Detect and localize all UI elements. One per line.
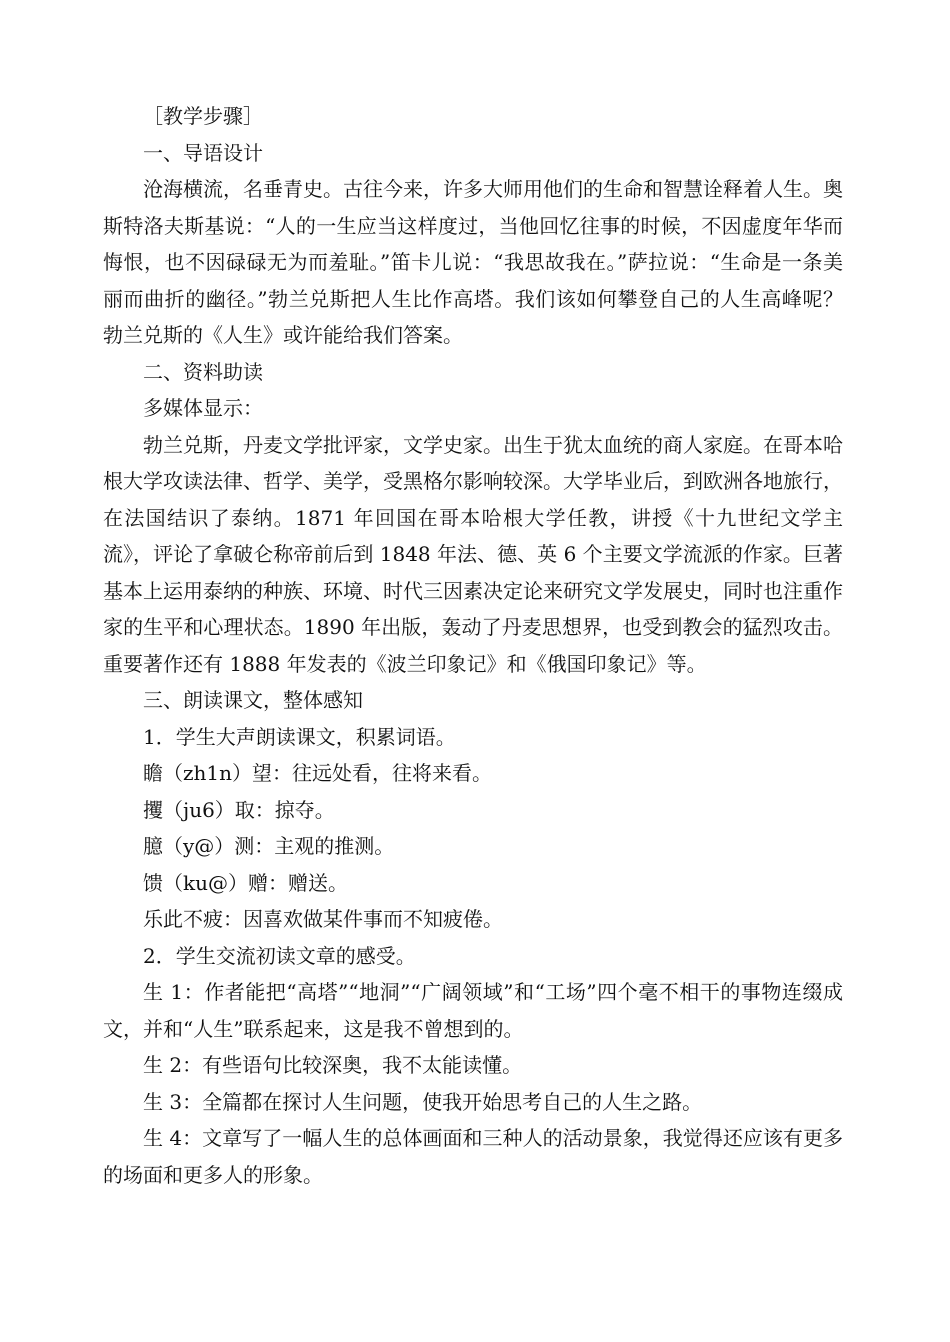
section-heading-materials: 二、资料助读 [143, 359, 263, 384]
student-response: 生 4：文章写了一幅人生的总体画面和三种人的活动景象，我觉得还应该有更多的场面和更多人的形象。 [103, 1126, 843, 1187]
multimedia-label: 多媒体显示： [143, 396, 263, 420]
step-2-heading: 2．学生交流初读文章的感受。 [143, 943, 416, 968]
step-1-heading: 1．学生大声朗读课文，积累词语。 [143, 724, 456, 749]
author-bio-paragraph: 勃兰兑斯，丹麦文学批评家，文学史家。出生于犹太血统的商人家庭。在哥本哈根大学攻读法律、哲学、美学，受黑格尔影响较深。大学毕业后，到欧洲各地旅行，在法国结识了泰纳。1871 年回国在哥本哈根大学任教，讲授《十九世纪文学主流》，评论了拿破仑称帝前后到 1848 年法、德、英 6 个主要文学流派的作家。巨著基本上运用泰纳的种族、环境、时代三因素决定论来研究文学发展史，同时也注重作家的生平和心理状态。1890 年出版，轰动了丹麦思想界，也受到教会的猛烈攻击。重要著作还有 1888 年发表的《波兰印象记》和《俄国印象记》等。 [103, 432, 843, 676]
vocab-item: 馈（ku@）赠：赠送。 [143, 870, 348, 895]
section-label-teaching-steps: ［教学步骤］ [143, 104, 263, 128]
vocab-item: 攫（ju6）取：掠夺。 [143, 797, 335, 822]
section-heading-intro: 一、导语设计 [143, 140, 263, 165]
vocab-item: 乐此不疲：因喜欢做某件事而不知疲倦。 [143, 907, 503, 931]
section-heading-reading: 三、朗读课文，整体感知 [143, 688, 363, 712]
student-response: 生 2：有些语句比较深奥，我不太能读懂。 [143, 1053, 523, 1077]
intro-paragraph: 沧海横流，名垂青史。古往今来，许多大师用他们的生命和智慧诠释着人生。奥斯特洛夫斯基说：“人的一生应当这样度过，当他回忆往事的时候，不因虚度年华而悔恨，也不因碌碌无为而羞耻。”笛卡儿说：“我思故我在。”萨拉说：“生命是一条美丽而曲折的幽径。”勃兰兑斯把人生比作高塔。我们该如何攀登自己的人生高峰呢？勃兰兑斯的《人生》或许能给我们答案。 [103, 177, 843, 347]
student-response: 生 3：全篇都在探讨人生问题，使我开始思考自己的人生之路。 [143, 1089, 703, 1114]
document-body [103, 98, 843, 1193]
vocab-item: 臆（y@）测：主观的推测。 [143, 834, 395, 858]
student-response: 生 1：作者能把“高塔”“地洞”“广阔领域”和“工场”四个毫不相干的事物连缀成文，并和“人生”联系起来，这是我不曾想到的。 [103, 980, 843, 1041]
vocab-item: 瞻（zh1n）望：往远处看，往将来看。 [143, 761, 493, 785]
